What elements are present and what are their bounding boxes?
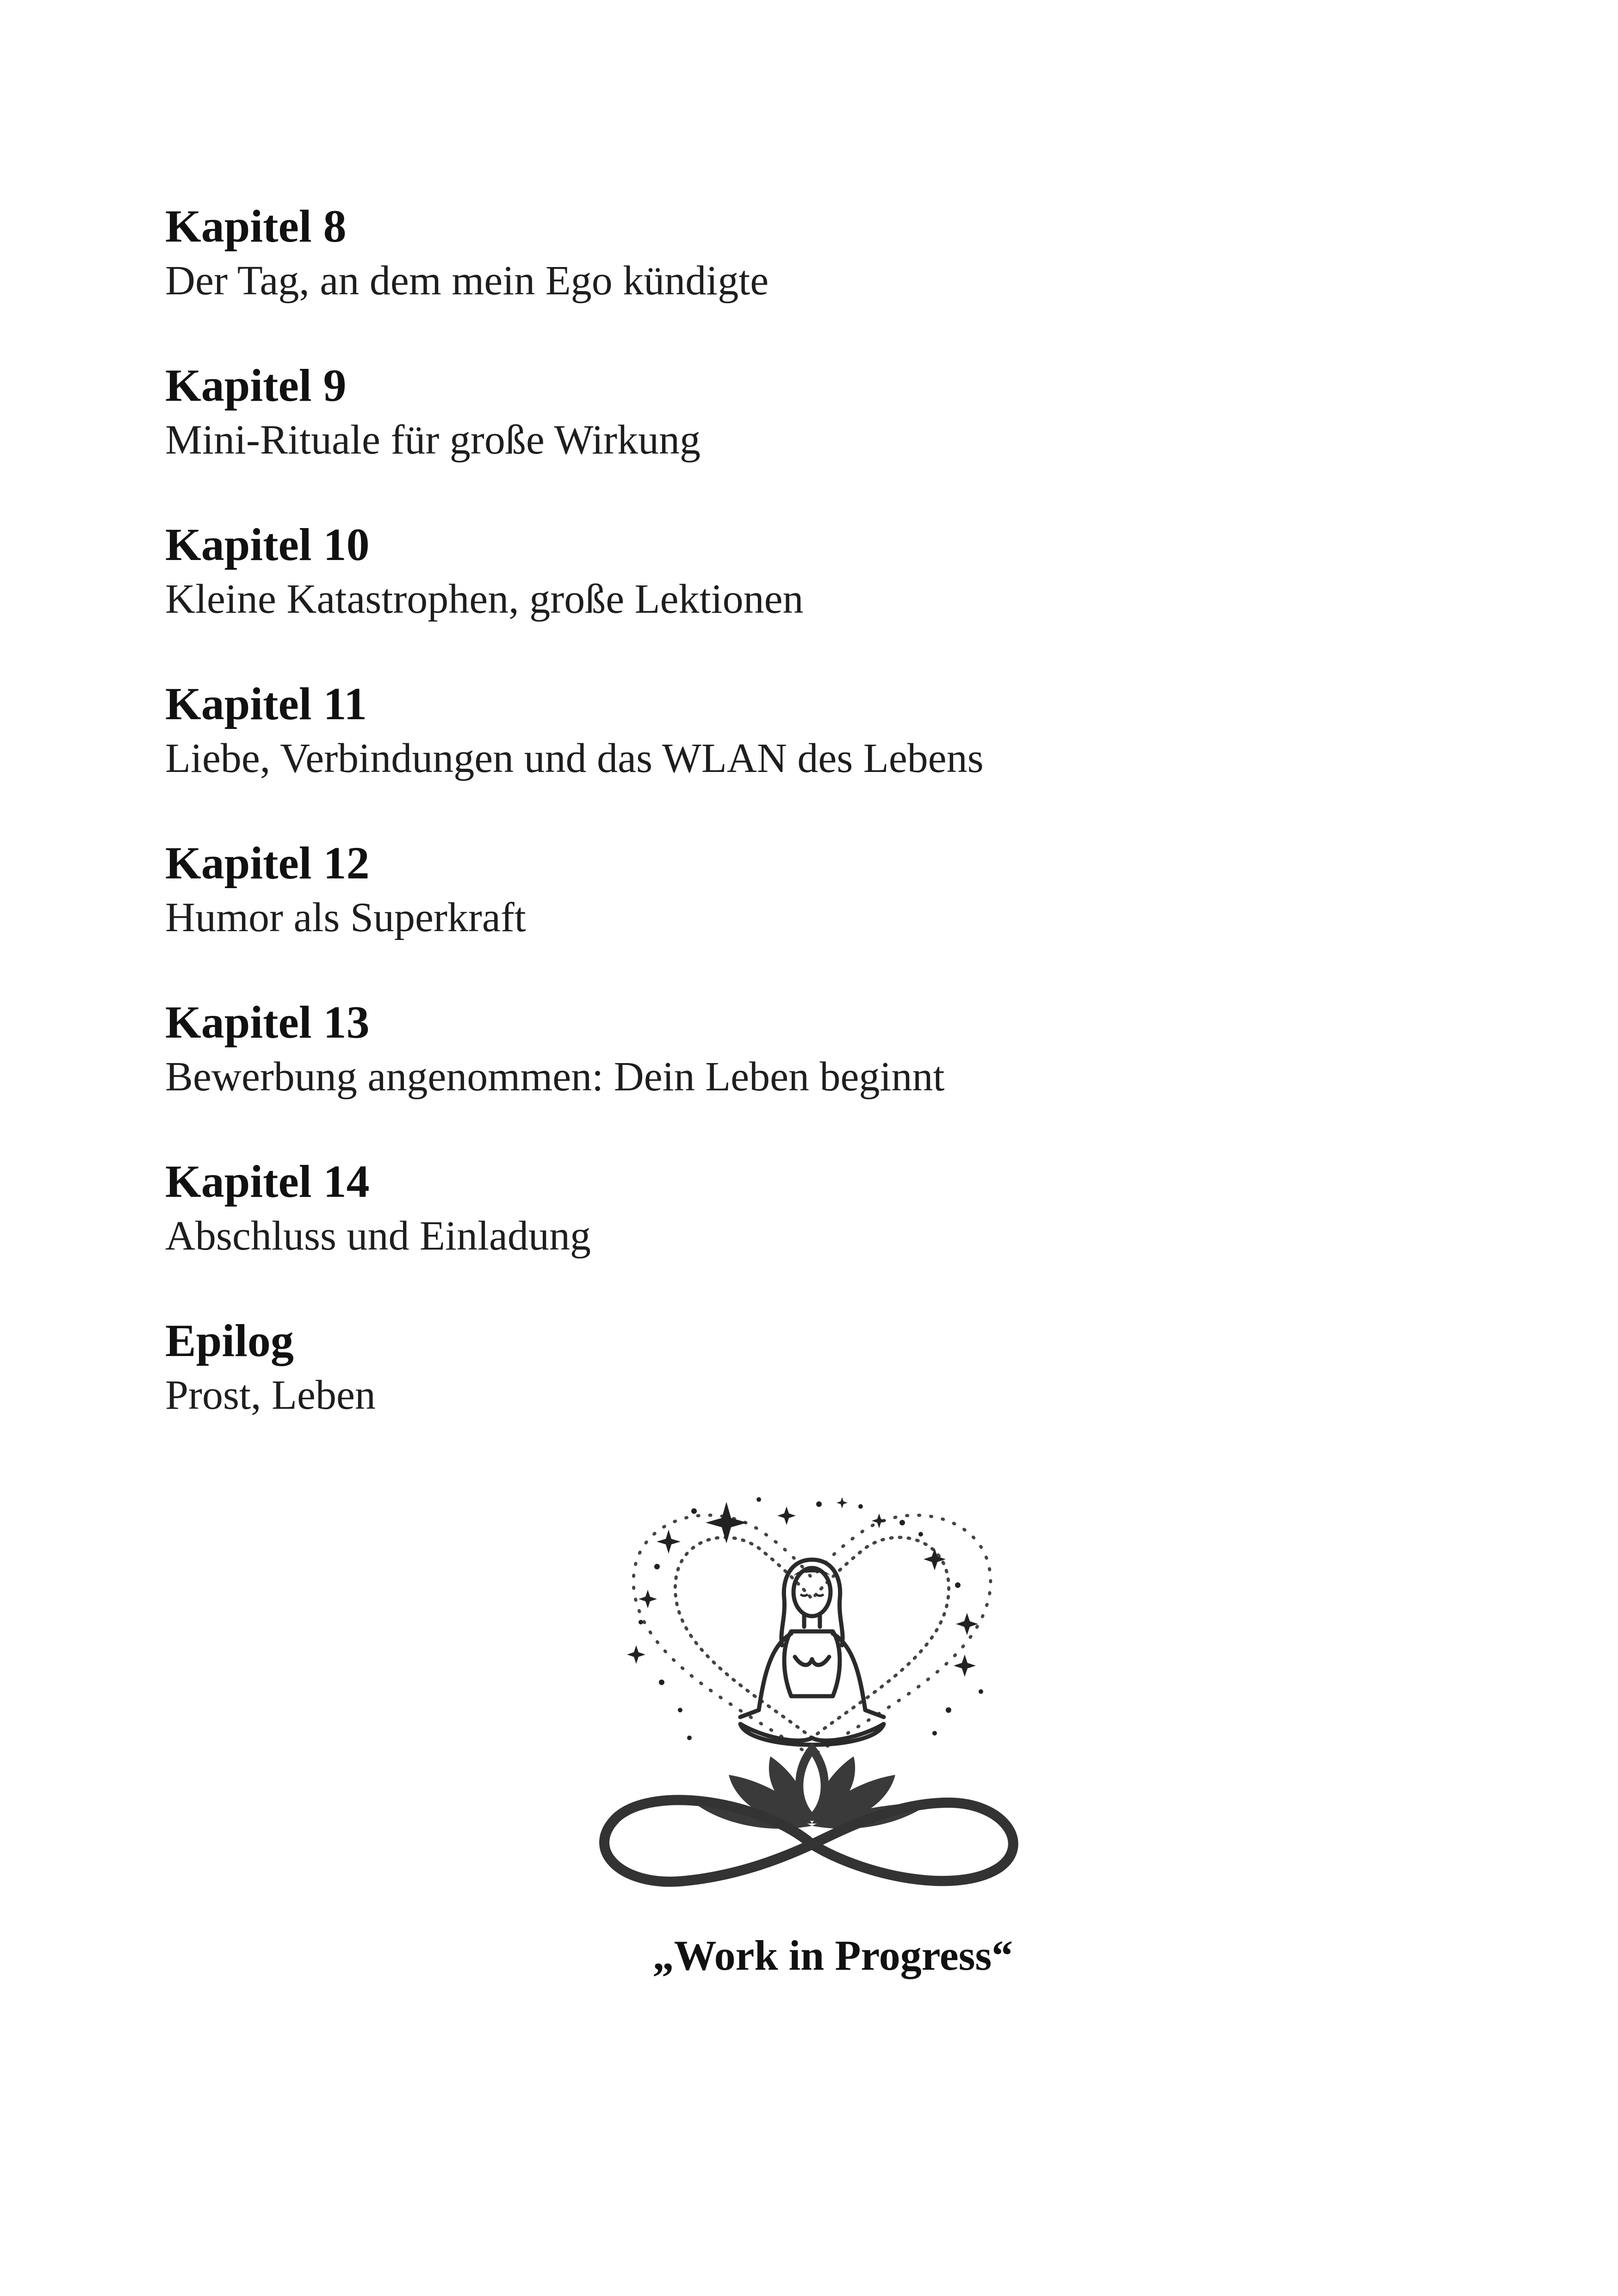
- chapter-title: Mini-Rituale für große Wirkung: [165, 417, 701, 463]
- chapter-heading: Kapitel 11: [165, 678, 367, 729]
- chapter-heading: Kapitel 9: [165, 360, 347, 411]
- toc-entry-kapitel-12: [165, 836, 1461, 945]
- chapter-heading: Kapitel 8: [165, 200, 347, 252]
- caption-work-in-progress: „Work in Progress“: [652, 1932, 1013, 1979]
- toc-entry-kapitel-11: [165, 677, 1461, 786]
- toc-entry-kapitel-9: [165, 358, 1461, 467]
- chapter-title: Abschluss und Einladung: [165, 1213, 591, 1259]
- chapter-title: Der Tag, an dem mein Ego kündigte: [165, 258, 769, 304]
- chapter-title: Humor als Superkraft: [165, 895, 526, 940]
- epilog-heading: Epilog: [165, 1315, 294, 1366]
- chapter-heading: Kapitel 10: [165, 519, 370, 570]
- chapter-title: Kleine Katastrophen, große Lektionen: [165, 576, 804, 622]
- toc-entry-epilog: [165, 1313, 1461, 1423]
- toc-entry-kapitel-10: [165, 517, 1461, 627]
- chapter-heading: Kapitel 13: [165, 996, 370, 1048]
- meditation-lotus-emblem-icon: [541, 1479, 1083, 1941]
- chapter-title: Bewerbung angenommen: Dein Leben beginnt: [165, 1054, 945, 1100]
- chapter-title: Liebe, Verbindungen und das WLAN des Lebens: [165, 735, 984, 781]
- table-of-contents: [165, 199, 1461, 1473]
- toc-entry-kapitel-14: [165, 1154, 1461, 1263]
- chapter-heading: Kapitel 12: [165, 837, 370, 889]
- toc-entry-kapitel-13: [165, 995, 1461, 1104]
- epilog-title: Prost, Leben: [165, 1372, 376, 1418]
- chapter-heading: Kapitel 14: [165, 1156, 370, 1207]
- toc-entry-kapitel-8: [165, 199, 1461, 308]
